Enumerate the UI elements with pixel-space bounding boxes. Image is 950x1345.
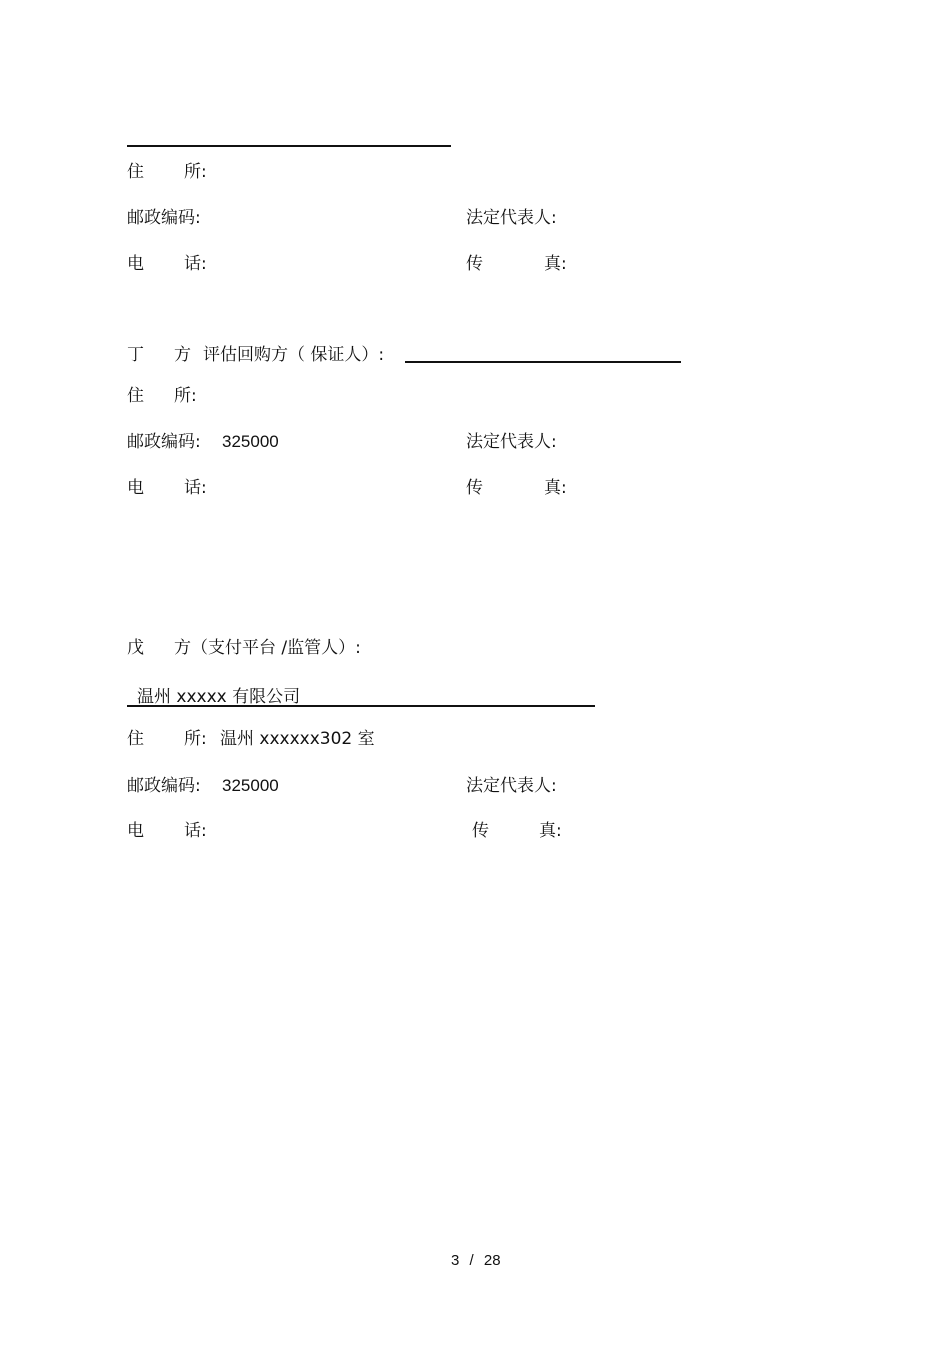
c-phone-label-a: 电 [127, 254, 144, 274]
d-phone-label-b: 话: [184, 478, 207, 498]
e-party-label-a: 戊 [127, 638, 144, 658]
c-legal-rep-label: 法定代表人: [466, 208, 557, 228]
c-address-label-a: 住 [127, 162, 144, 182]
e-company-name: 温州 xxxxx 有限公司 [137, 687, 301, 707]
c-postcode-label: 邮政编码: [127, 208, 201, 228]
party-c-name-underline [127, 145, 451, 147]
d-fax-label-a: 传 [466, 478, 483, 498]
d-fax-label-b: 真: [544, 478, 567, 498]
e-phone-label-b: 话: [184, 821, 207, 841]
page-total: 28 [483, 1252, 501, 1269]
d-address-label-b: 所: [174, 386, 197, 406]
d-party-label-a: 丁 [127, 345, 144, 365]
e-address-label-a: 住 [127, 729, 144, 749]
e-legal-rep-label: 法定代表人: [466, 776, 557, 796]
party-d-name-underline [405, 361, 681, 363]
e-fax-label-a: 传 [472, 821, 489, 841]
e-party-role: 方（支付平台 /监管人）: [174, 638, 361, 658]
d-postcode-value: 325000 [222, 432, 279, 451]
e-phone-label-a: 电 [127, 821, 144, 841]
d-party-label-b: 方 [174, 345, 191, 365]
e-address-label-b: 所: [184, 729, 207, 749]
party-e-name-underline [127, 705, 595, 707]
c-fax-label-b: 真: [544, 254, 567, 274]
e-address-value: 温州 xxxxxx302 室 [220, 729, 375, 749]
d-party-role: 评估回购方（ 保证人）: [203, 345, 385, 365]
page-number [451, 1252, 501, 1269]
e-fax-label-b: 真: [539, 821, 562, 841]
e-postcode-label: 邮政编码: [127, 776, 201, 796]
d-phone-label-a: 电 [127, 478, 144, 498]
e-postcode-value: 325000 [222, 776, 279, 795]
d-postcode-label: 邮政编码: [127, 432, 201, 452]
c-fax-label-a: 传 [466, 254, 483, 274]
c-phone-label-b: 话: [184, 254, 207, 274]
c-address-label-b: 所: [184, 162, 207, 182]
page-current: 3 [451, 1252, 460, 1269]
page-separator: / [469, 1252, 474, 1269]
d-legal-rep-label: 法定代表人: [466, 432, 557, 452]
d-address-label-a: 住 [127, 386, 144, 406]
